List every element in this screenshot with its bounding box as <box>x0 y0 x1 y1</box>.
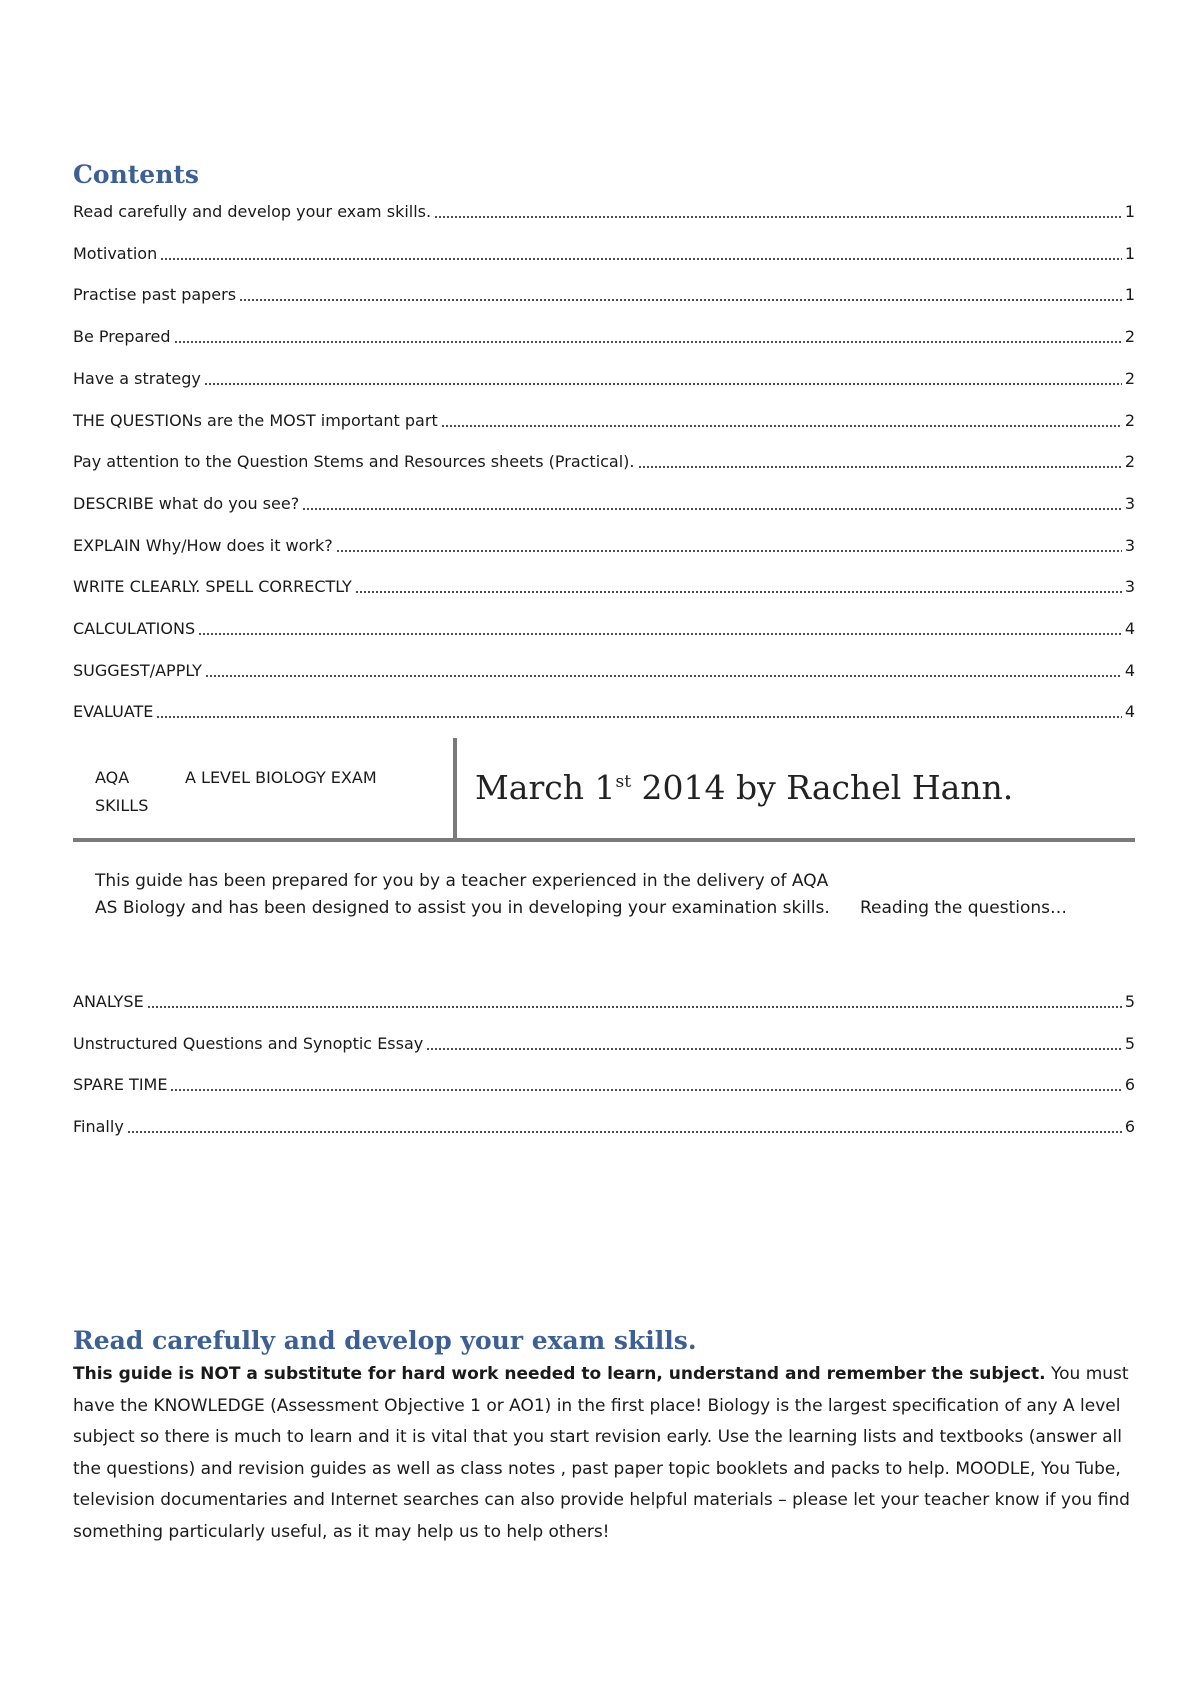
toc-dot-leader <box>239 292 1122 302</box>
toc-dot-leader <box>205 668 1122 678</box>
toc-entry-label: EXPLAIN Why/How does it work? <box>73 535 333 555</box>
toc-dot-leader <box>434 209 1122 219</box>
toc-entry-label: Be Prepared <box>73 327 171 347</box>
toc-entry-page: 2 <box>1124 368 1135 388</box>
toc-dot-leader <box>198 626 1122 636</box>
toc-entry-label: ANALYSE <box>73 992 144 1011</box>
toc-entry-page: 3 <box>1124 535 1135 555</box>
toc-entry-page: 2 <box>1124 410 1135 430</box>
section-paragraph <box>73 1359 1135 1548</box>
toc-entry[interactable] <box>73 1030 1135 1054</box>
toc-entry[interactable] <box>73 657 1135 681</box>
toc-entry-label: SPARE TIME <box>73 1075 168 1095</box>
toc-entry-page: 2 <box>1124 452 1135 472</box>
toc-entry-page: 6 <box>1124 1117 1135 1137</box>
toc-dot-leader <box>127 1124 1122 1134</box>
toc-entry-page: 1 <box>1124 243 1135 263</box>
toc-entry-label: SUGGEST/APPLY <box>73 660 202 680</box>
toc-entry-label: THE QUESTIONs are the MOST important part <box>73 410 438 430</box>
toc-entry-page: 4 <box>1124 702 1135 722</box>
toc-entry-label: WRITE CLEARLY. SPELL CORRECTLY <box>73 577 352 597</box>
toc-dot-leader <box>174 334 1122 344</box>
toc-dot-leader <box>355 584 1122 594</box>
toc-entry[interactable] <box>73 988 1135 1012</box>
toc-entry[interactable] <box>73 240 1135 264</box>
toc-entry-page: 4 <box>1124 660 1135 680</box>
toc-entry-label: Pay attention to the Question Stems and Resources sheets (Practical). <box>73 452 635 472</box>
toc-entry[interactable] <box>73 698 1135 722</box>
section-heading: Read carefully and develop your exam skills. <box>73 1326 697 1355</box>
toc-entry[interactable] <box>73 448 1135 472</box>
toc-entry[interactable] <box>73 323 1135 347</box>
toc-entry-page: 4 <box>1124 619 1135 638</box>
title-banner <box>73 738 1135 842</box>
toc-dot-leader <box>170 1082 1121 1092</box>
section-bold-lead: This guide is NOT a substitute for hard work needed to learn, understand and remember the subject. <box>73 1364 1046 1384</box>
toc-entry[interactable] <box>73 281 1135 305</box>
toc-entry[interactable] <box>73 198 1135 222</box>
banner-exam-title: A LEVEL BIOLOGY EXAM <box>185 768 377 787</box>
banner-aqa: AQA <box>95 768 130 787</box>
banner-divider <box>453 738 457 838</box>
toc-dot-leader <box>160 251 1122 261</box>
toc-entry-page: 1 <box>1124 285 1135 305</box>
toc-entry-label: Unstructured Questions and Synoptic Essay <box>73 1033 424 1053</box>
toc-entry-page: 5 <box>1124 992 1135 1011</box>
toc-entry-label: Practise past papers <box>73 285 237 305</box>
toc-entry[interactable] <box>73 1113 1135 1137</box>
contents-title: Contents <box>73 160 200 189</box>
banner-date-author: March 1st 2014 by Rachel Hann. <box>475 768 1014 807</box>
intro-aside: Reading the questions… <box>860 898 1068 918</box>
toc-entry[interactable] <box>73 407 1135 431</box>
toc-dot-leader <box>147 999 1122 1009</box>
toc-entry-label: Have a strategy <box>73 368 201 388</box>
toc-entry[interactable] <box>73 532 1135 556</box>
toc-dot-leader <box>441 418 1122 428</box>
toc-entry[interactable] <box>73 573 1135 597</box>
toc-entry-page: 2 <box>1124 327 1135 347</box>
toc-entry-label: Motivation <box>73 243 158 263</box>
toc-entry-label: Finally <box>73 1117 124 1137</box>
banner-skills: SKILLS <box>95 796 149 815</box>
section-body-text: You must have the KNOWLEDGE (Assessment Objective 1 or AO1) in the first place! Biology is the largest specification of any A level subject so there is much to learn and it is vital that you start revision early. Use the learning lists and textbooks (answer all the questions) and revision guides as well as class notes , past paper topic booklets and packs to help. MOODLE, You Tube, television documentaries and Internet searches can also provide helpful materials – please let your teacher know if you find something particularly useful, as it may help us to help others! <box>73 1364 1130 1542</box>
toc-entry[interactable] <box>73 490 1135 514</box>
toc-entry-label: EVALUATE <box>73 702 154 722</box>
banner-bottom-rule <box>73 838 1135 842</box>
intro-paragraph: This guide has been prepared for you by a teacher experienced in the delivery of AQA AS Biology and has been designed to assist you in developing your examination skills. <box>95 871 830 918</box>
toc-entry-page: 5 <box>1124 1033 1135 1053</box>
toc-entry-page: 3 <box>1124 493 1135 513</box>
toc-entry-label: CALCULATIONS <box>73 619 196 638</box>
toc-entry-page: 1 <box>1124 202 1135 221</box>
toc-entry-page: 6 <box>1124 1075 1135 1095</box>
toc-dot-leader <box>638 459 1122 469</box>
toc-entry-label: DESCRIBE what do you see? <box>73 493 300 513</box>
toc-entry-page: 3 <box>1124 577 1135 597</box>
toc-entry-label: Read carefully and develop your exam skills. <box>73 202 432 221</box>
toc-dot-leader <box>156 709 1121 719</box>
toc-dot-leader <box>204 376 1122 386</box>
toc-dot-leader <box>336 543 1122 553</box>
toc-dot-leader <box>302 501 1122 511</box>
toc-entry[interactable] <box>73 615 1135 639</box>
toc-entry[interactable] <box>73 365 1135 389</box>
banner-left-panel <box>73 738 453 838</box>
toc-entry[interactable] <box>73 1071 1135 1095</box>
toc-dot-leader <box>426 1041 1122 1051</box>
